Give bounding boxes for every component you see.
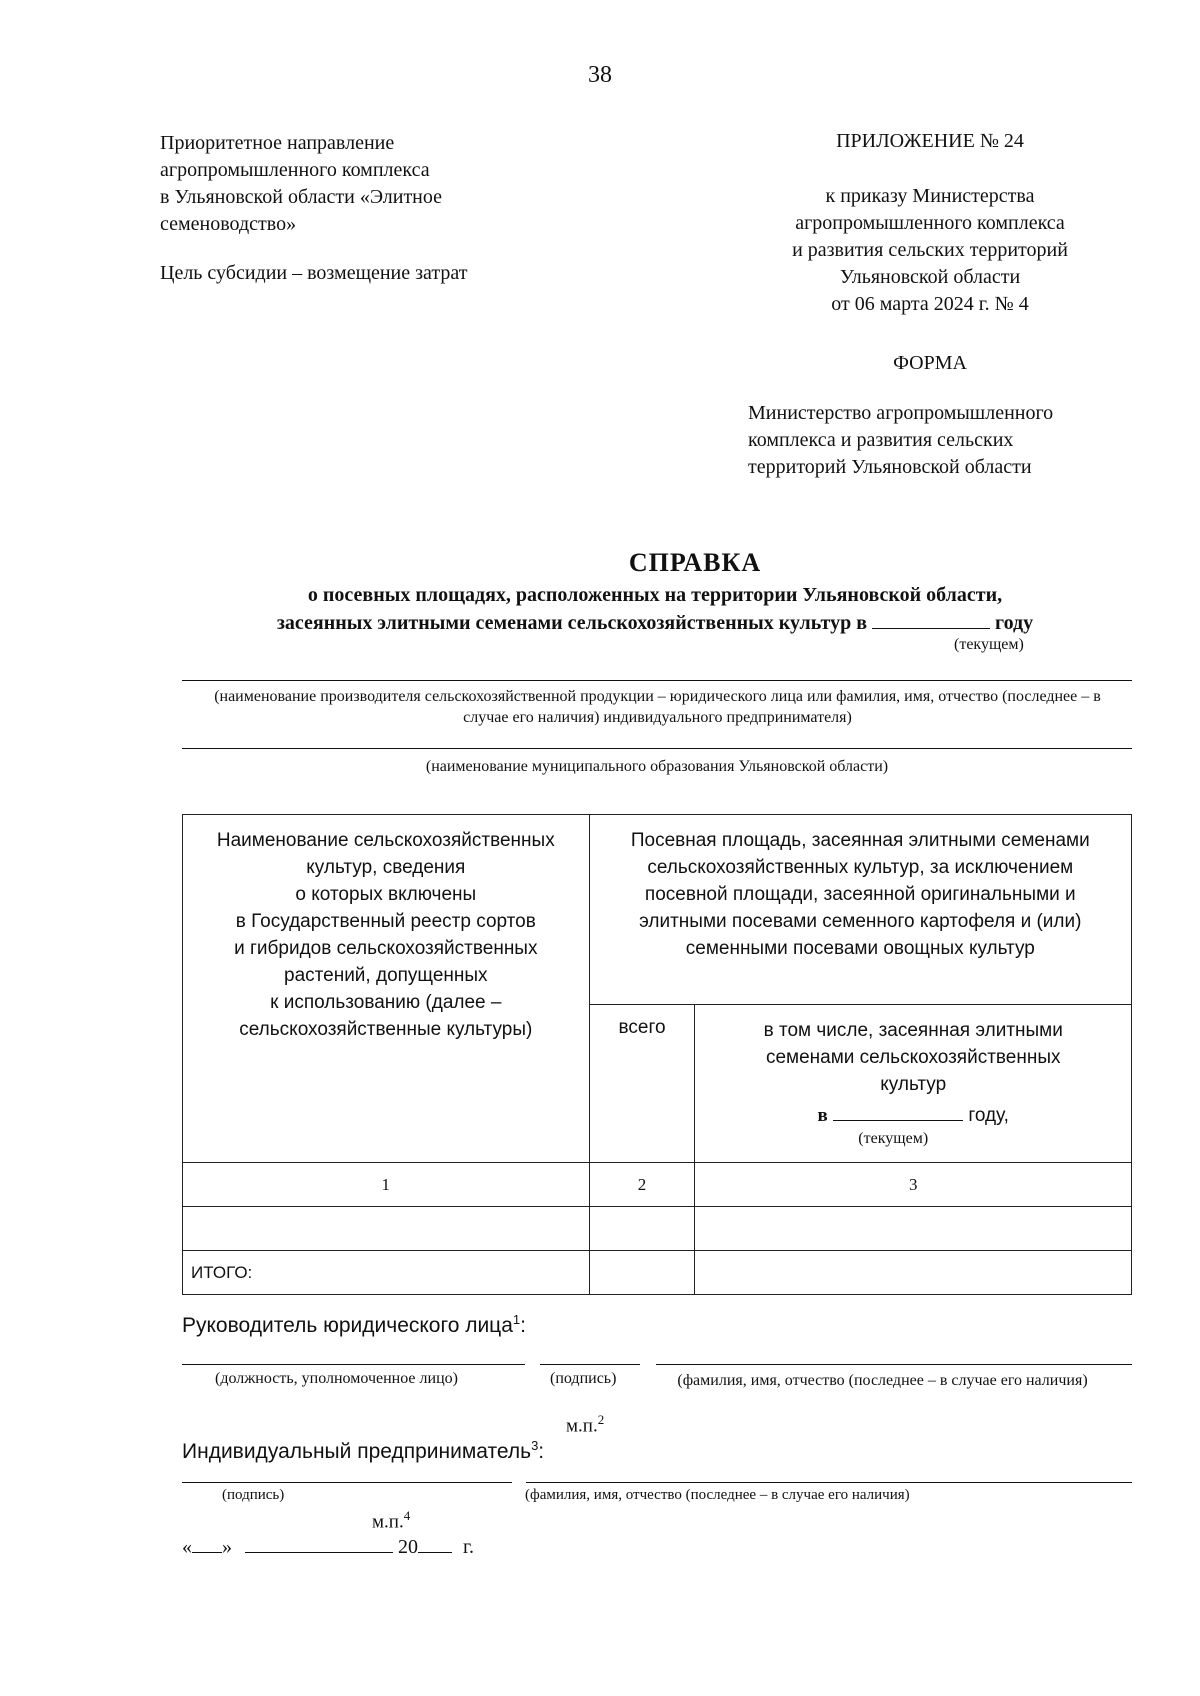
col1-header-line: сельскохозяйственные культуры) [239,1019,533,1040]
page-number: 38 [588,62,612,88]
date-quote: « [182,1536,192,1558]
col2-header: всего [589,1005,695,1163]
group-header [589,815,1131,1005]
year-blank-2[interactable] [418,1552,452,1553]
col3-header [695,1005,1132,1163]
year-blank[interactable] [872,628,990,629]
order-reference [745,183,1115,318]
table-cell-elite-sum[interactable] [695,1251,1132,1295]
stamp-1 [566,1412,604,1437]
entrepreneur-label: Индивидуальный предприниматель$^3$: [182,1438,545,1463]
document-title: СПРАВКА [628,548,762,577]
col1-header-line: Наименование сельскохозяйственных [216,830,555,851]
order-line: Ульяновской области [839,266,1021,288]
day-blank[interactable] [192,1552,222,1553]
column-number: 3 [695,1163,1132,1207]
producer-caption: (наименование производителя сельскохозяйственной продукции – юридического лица или фамилия, имя, отчество (последнее – в случае его наличия) индивидуального предпринимателя) [214,688,1101,726]
municipality-name-line[interactable] [182,748,1132,749]
year-prefix: 20 [398,1536,418,1558]
addressee-line: комплекса и развития сельских [748,429,1014,451]
municipality-caption: (наименование муниципального образования Ульяновской области) [425,758,889,775]
form-label: ФОРМА [893,352,967,374]
col3-year-word: году, [968,1105,1009,1126]
addressee [748,400,1053,481]
col3-header-line: семенами сельскохозяйственных [765,1047,1061,1068]
order-line: агропромышленного комплекса [795,212,1065,234]
col1-header-line: и гибридов сельскохозяйственных [234,938,538,959]
stamp-text: м.п. [566,1415,598,1437]
group-header-line: посевной площади, засеянной оригинальными и [644,884,1076,905]
col1-header-line: растений, допущенных [284,965,488,986]
subtitle-year-word: году [995,612,1034,634]
col3-header-line: в том числе, засеянная элитными [763,1020,1063,1041]
table-cell-elite[interactable] [695,1207,1132,1251]
priority-line: в Ульяновской области «Элитное [160,186,443,208]
group-header-line: сельскохозяйственных культур, за исключением [647,857,1074,878]
entrepreneur-fullname-line[interactable] [526,1482,1132,1483]
order-line: от 06 марта 2024 г. № 4 [831,293,1029,315]
subsidy-goal: Цель субсидии – возмещение затрат [160,262,468,284]
signature-line[interactable] [540,1364,640,1365]
month-blank[interactable] [245,1552,393,1553]
date-quote: » [222,1536,232,1558]
column-number: 2 [589,1163,695,1207]
group-header-line: Посевная площадь, засеянная элитными семенами [630,830,1090,851]
appendix-label: ПРИЛОЖЕНИЕ № 24 [836,130,1024,152]
col1-header-line: о которых включены [295,884,477,905]
col3-header-line: культур [880,1074,947,1095]
column-number: 1 [183,1163,590,1207]
entrepreneur-signature-line[interactable] [182,1482,512,1483]
table-cell-crop[interactable] [183,1207,590,1251]
footnote-marker: 2 [597,1412,605,1427]
signature-caption: (подпись) [550,1370,617,1387]
entrepreneur-fullname-caption: (фамилия, имя, отчество (последнее – в случае его наличия) [525,1487,910,1503]
total-label: ИТОГО: [183,1251,590,1295]
year-suffix: г. [463,1536,474,1558]
fullname-line[interactable] [656,1364,1132,1365]
head-label-text: Руководитель юридического лица [182,1314,513,1337]
col1-header-line: в Государственный реестр сортов [235,911,536,932]
col3-in-word: в [817,1105,828,1126]
document-subtitle-line2 [185,610,1125,637]
col1-header [183,815,590,1163]
col1-header-line: к использованию (далее – [270,992,502,1013]
group-header-line: элитными посевами семенного картофеля и (или) [639,911,1082,932]
footnote-marker: 4 [403,1508,411,1523]
fullname-caption: (фамилия, имя, отчество (последнее – в случае его наличия) [677,1372,1088,1389]
date-line [182,1536,474,1559]
addressee-line: территорий Ульяновской области [748,456,1032,478]
col3-current-hint: (текущем) [858,1130,929,1147]
priority-line: семеноводство» [160,213,297,235]
footnote-marker: 1 [512,1312,521,1327]
order-line: и развития сельских территорий [792,239,1068,261]
col3-year-blank[interactable] [833,1120,963,1121]
entrepreneur-label-text: Индивидуальный предприниматель [182,1440,532,1463]
subtitle-text: засеянных элитными семенами сельскохозяйственных культур в [276,612,868,634]
addressee-line: Министерство агропромышленного [748,402,1054,424]
priority-line: Приоритетное направление [160,132,395,154]
col3-year-line [695,1102,1131,1129]
priority-direction [160,130,442,238]
head-label: Руководитель юридического лица$^1$: [182,1312,526,1337]
position-line[interactable] [182,1364,525,1365]
sown-area-table [182,814,1132,1295]
table-cell-total[interactable] [589,1207,695,1251]
col1-header-line: культур, сведения [306,857,466,878]
stamp-text: м.п. [372,1511,404,1533]
current-year-hint: (текущем) [954,636,1024,653]
priority-line: агропромышленного комплекса [160,159,430,181]
producer-name-line[interactable] [182,680,1132,681]
group-header-line: семенными посевами овощных культур [685,938,1035,959]
footnote-marker: 3 [531,1438,539,1453]
position-caption: (должность, уполномоченное лицо) [215,1370,458,1387]
entrepreneur-signature-caption: (подпись) [222,1487,285,1503]
table-cell-total-sum[interactable] [589,1251,695,1295]
order-line: к приказу Министерства [825,185,1035,207]
stamp-2 [372,1508,410,1533]
document-subtitle-line1: о посевных площадях, расположенных на территории Ульяновской области, [307,584,1003,606]
